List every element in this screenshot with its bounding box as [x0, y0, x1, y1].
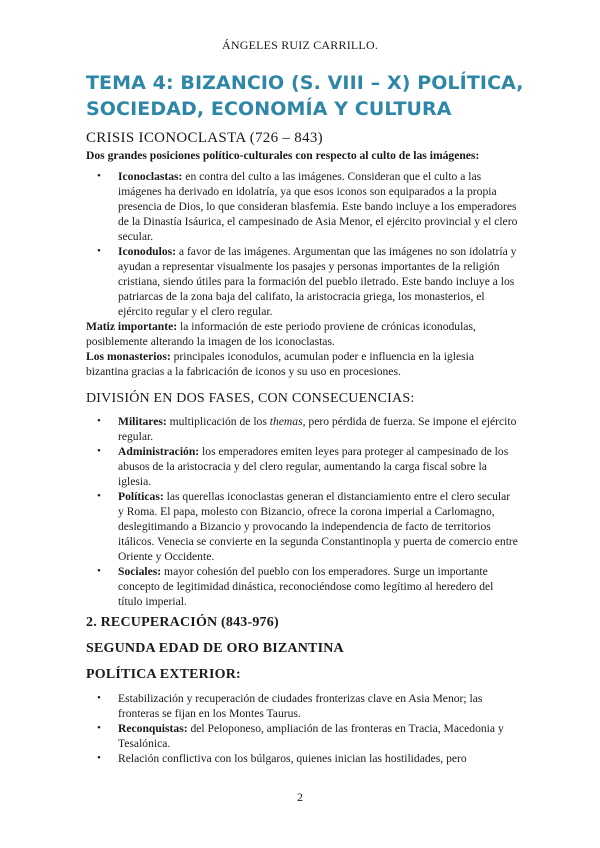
note-label: Los monasterios:	[86, 350, 171, 363]
item-text: Estabilización y recuperación de ciudades fronterizas clave en Asia Menor; las fronteras se fijan en los Montes Taurus.	[118, 692, 483, 720]
list-item-sociales	[118, 564, 518, 609]
item-text: mayor cohesión del pueblo con los emperadores. Surge un importante concepto de legitimidad dinástica, reconociéndose como legítimo al heredero del título imperial.	[118, 565, 494, 608]
heading-crisis: CRISIS ICONOCLASTA (726 – 843)	[86, 130, 323, 146]
section-division	[86, 389, 518, 609]
item-label: Reconquistas:	[118, 722, 188, 735]
list-item-administracion	[118, 444, 518, 489]
item-text: a favor de las imágenes. Argumentan que las imágenes no son idolatría y ayudan a representar visualmente los pasajes y personas importantes de la religión cristiana, siendo útiles para la formación del pueblo iletrado. Este bando incluye a los patriarcas de la zona baja del califato, la aristocracia griega, los monasterios, el ejército regular y el clero regular.	[118, 245, 517, 318]
list-item-militares	[118, 414, 518, 444]
list-item-politicas	[118, 489, 518, 564]
list-item-estabilizacion	[118, 691, 518, 721]
document-title: TEMA 4: BIZANCIO (S. VIII – X) POLÍTICA, SOCIEDAD, ECONOMÍA Y CULTURA	[86, 72, 524, 120]
politica-list	[86, 691, 518, 766]
division-list	[86, 414, 518, 609]
list-item-bulgaros	[118, 751, 518, 766]
crisis-list	[86, 169, 518, 319]
item-label: Militares:	[118, 415, 167, 428]
header-author: ÁNGELES RUIZ CARRILLO.	[221, 38, 379, 52]
item-text: las querellas iconoclastas generan el distanciamiento entre el clero secular y Roma. El papa, molesto con Bizancio, ofrece la corona imperial a Carlomagno, deslegitimando a Bizancio y provocando la independencia de facto de territorios itálicos. Venecia se convierte en la segunda Constantinopla y puerta de comercio entre Oriente y Occidente.	[118, 490, 518, 563]
item-text: Relación conflictiva con los búlgaros, quienes inician las hostilidades, pero	[118, 752, 467, 765]
item-text: los emperadores emiten leyes para proteger al campesinado de los abusos de la aristocracia y del clero regular, aumentando la carga fiscal sobre la iglesia.	[118, 445, 509, 488]
item-text: , pero pérdida de fuerza. Se impone el ejército regular.	[118, 415, 517, 443]
list-item-reconquistas	[118, 721, 518, 751]
item-label: Administración:	[118, 445, 200, 458]
heading-division: DIVISIÓN EN DOS FASES, CON CONSECUENCIAS:	[86, 391, 415, 406]
note-matiz	[86, 319, 518, 349]
heading-segunda-edad: SEGUNDA EDAD DE ORO BIZANTINA	[86, 641, 344, 656]
intro-paragraph: Dos grandes posiciones político-culturales con respecto al culto de las imágenes:	[86, 149, 480, 162]
item-italic-term: themas	[269, 415, 303, 428]
note-text: la información de este periodo proviene de crónicas iconodulas, posiblemente alterando la imagen de los iconoclastas.	[86, 320, 476, 348]
note-text: principales iconodulos, acumulan poder e influencia en la iglesia bizantina gracias a la fabricación de iconos y su uso en procesiones.	[86, 350, 474, 378]
item-label: Políticas:	[118, 490, 164, 503]
item-label: Iconoclastas:	[118, 170, 183, 183]
item-label: Iconodulos:	[118, 245, 176, 258]
section-recuperacion	[86, 613, 518, 766]
list-item-iconoclastas	[118, 169, 518, 244]
item-label: Sociales:	[118, 565, 162, 578]
item-text: en contra del culto a las imágenes. Consideran que el culto a las imágenes ha derivado en idolatría, ya que esos iconos son equiparados a la propia presencia de Dios, lo que consideran blasfemia. Este bando incluye a los emperadores de la Dinastía Isáurica, el campesinado de Asia Menor, el ejército provincial y el clero secular.	[118, 170, 518, 243]
heading-politica-exterior: POLÍTICA EXTERIOR:	[86, 667, 241, 682]
document-body	[86, 128, 518, 766]
item-text: del Peloponeso, ampliación de las fronteras en Tracia, Macedonia y Tesalónica.	[118, 722, 504, 750]
list-item-iconodulos	[118, 244, 518, 319]
note-monasterios	[86, 349, 518, 379]
note-label: Matiz importante:	[86, 320, 178, 333]
heading-recuperacion: 2. RECUPERACIÓN (843-976)	[86, 615, 279, 630]
section-crisis-iconoclasta	[86, 128, 518, 379]
page-number: 2	[297, 790, 303, 804]
item-text: multiplicación de los	[166, 415, 270, 428]
